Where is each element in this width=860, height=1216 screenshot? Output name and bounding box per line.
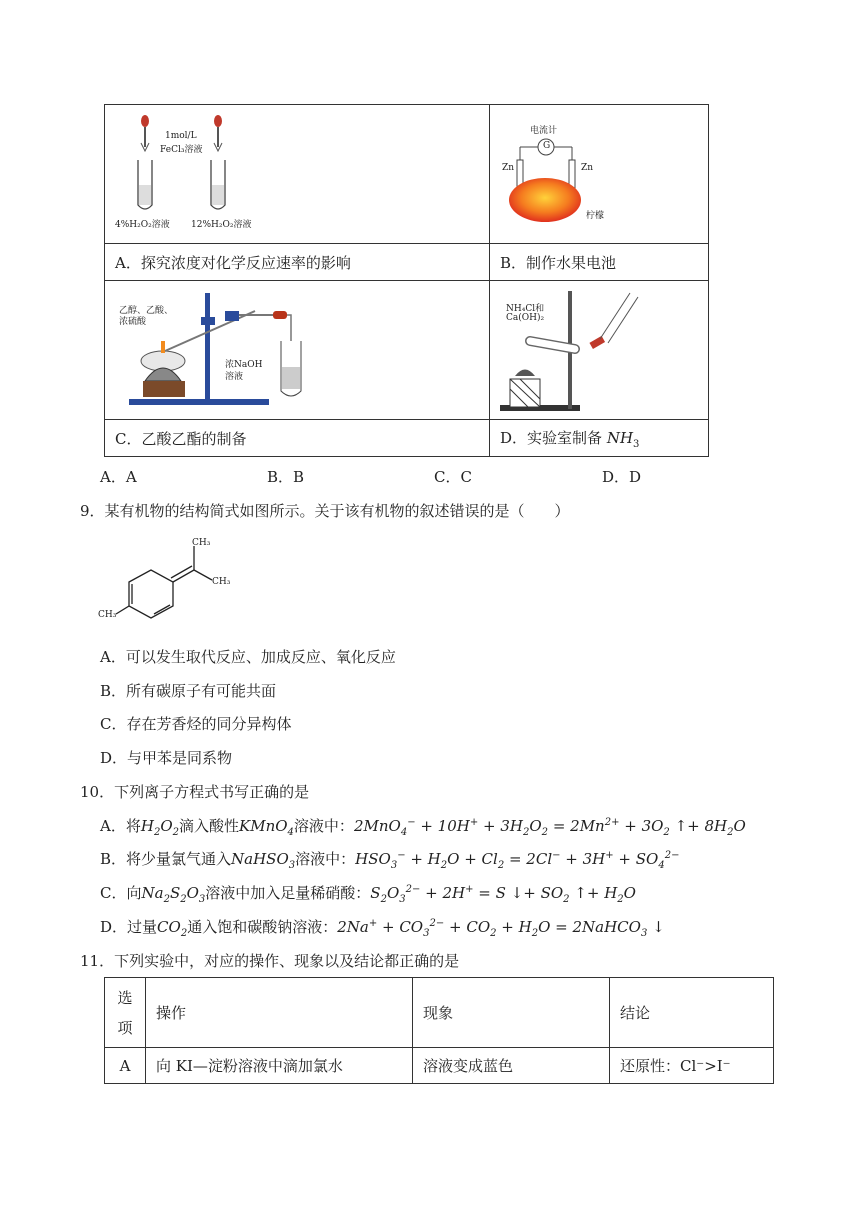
q8-option-c[interactable]: C．C (434, 468, 472, 486)
q9-stem: 9．某有机物的结构简式如图所示。关于该有机物的叙述错误的是（ ） (80, 502, 570, 520)
q11-header-phenomenon: 现象 (413, 978, 610, 1048)
q10-b-mid: 溶液中： (295, 850, 356, 868)
q8-option-d[interactable]: D．D (602, 468, 642, 486)
fig-b-meter-label: 电流计 (530, 126, 558, 136)
q11-row-a-operation: 向 KI—淀粉溶液中滴加氯水 (146, 1048, 413, 1084)
q9-ch3-top: CH₃ (192, 538, 211, 548)
fig-b-g-label: G (543, 141, 551, 151)
q8-option-b[interactable]: B．B (267, 468, 305, 486)
fig-c-reagents2: 浓硫酸 (119, 317, 147, 327)
fig-a-reagent2: FeCl₃溶液 (160, 145, 203, 155)
fig-a-cell (105, 105, 490, 244)
fig-c-cell (105, 281, 490, 420)
q10-c-mid: 溶液中加入足量稀硝酸： (205, 884, 371, 902)
q8-option-a[interactable]: A．A (100, 468, 137, 486)
caption-a: A．探究浓度对化学反应速率的影响 (105, 244, 490, 281)
q10-d-prefix: D．过量 (100, 918, 158, 936)
fig-b-zn-left: Zn (502, 163, 515, 173)
q11-header-option: 选 项 (105, 978, 146, 1048)
q11-row-a-phenomenon: 溶液变成蓝色 (413, 1048, 610, 1084)
fig-d-label2: Ca(OH)₂ (506, 313, 545, 323)
q8-experiment-table (104, 104, 709, 457)
q11-table (104, 977, 774, 1084)
fig-d-label1: NH₄Cl和 (506, 304, 545, 314)
fig-b-cell (490, 105, 709, 244)
fig-a-tube1-label: 4%H₂O₂溶液 (115, 220, 170, 230)
fig-b-lemon-label: 柠檬 (586, 211, 605, 221)
caption-d-sub: 3 (633, 438, 640, 450)
q9-ch3-left: CH₃ (98, 610, 117, 620)
q10-c-prefix: C．向 (100, 884, 142, 902)
q10-option-a[interactable]: A．将$H_2O_2$滴入酸性KMnO$_4$溶液中：$2MnO_4^- + 10H^+ + 3H_2O_2 = 2Mn^{2+} + 3O_2$ ↑+ $8H_2O$ (100, 817, 746, 838)
fig-c-ester-apparatus (105, 281, 489, 419)
q11-stem: 11．下列实验中，对应的操作、现象以及结论都正确的是 (80, 952, 460, 970)
q10-a-prefix: A．将 (100, 817, 141, 835)
q10-option-c[interactable]: C．向$Na_2S_2O_3$溶液中加入足量稀硝酸：$S_2O_3^{2-} + 2H^+ = S$ ↓+ $SO_2$ ↑+ $H_2O$ (100, 884, 636, 905)
fig-a-tube2-label: 12%H₂O₂溶液 (191, 220, 252, 230)
q11-row-a-option: A (105, 1048, 146, 1084)
fig-b-zn-right: Zn (581, 163, 594, 173)
q10-a-mid1: 滴入酸性 (179, 817, 240, 835)
q9-option-b[interactable]: B．所有碳原子有可能共面 (100, 682, 277, 700)
q9-ch3-right: CH₃ (212, 577, 231, 587)
caption-b: B．制作水果电池 (490, 244, 709, 281)
q10-d-mid: 通入饱和碳酸钠溶液： (187, 918, 338, 936)
caption-c: C．乙酸乙酯的制备 (105, 420, 490, 457)
fig-c-reagents1: 乙醇、乙酸、 (119, 306, 174, 316)
fig-b-fruit-battery (490, 105, 708, 243)
q10-a-mid2: 溶液中： (293, 817, 354, 835)
q9-option-a[interactable]: A．可以发生取代反应、加成反应、氧化反应 (100, 648, 396, 666)
fig-c-naoh1: 浓NaOH (225, 360, 263, 370)
q9-option-c[interactable]: C．存在芳香烃的同分异构体 (100, 715, 292, 733)
q10-stem: 10．下列离子方程式书写正确的是 (80, 783, 310, 801)
q11-row-a-conclusion: 还原性：Cl⁻>I⁻ (610, 1048, 774, 1084)
q10-b-prefix: B．将少量氯气通入 (100, 850, 232, 868)
q11-header-operation: 操作 (146, 978, 413, 1048)
q10-option-d[interactable]: D．过量$CO_2$通入饱和碳酸钠溶液：$2Na^+ + CO_3^{2-} + CO_2 + H_2O$ = 2NaHCO$_3$ ↓ (100, 918, 665, 939)
fig-c-naoh2: 溶液 (225, 372, 244, 382)
q10-option-b[interactable]: B．将少量氯气通入NaHSO$_3$溶液中：$HSO_3^- + H_2O + Cl_2 = 2Cl^- + 3H^+ + SO_4^{2-}$ (100, 850, 680, 871)
caption-d (490, 420, 709, 457)
q9-option-d[interactable]: D．与甲苯是同系物 (100, 749, 233, 767)
q11-header-conclusion: 结论 (610, 978, 774, 1048)
caption-d-formula: NH (606, 428, 634, 447)
fig-d-cell (490, 281, 709, 420)
caption-d-prefix: D．实验室制备 (500, 428, 603, 447)
fig-a-reagent1: 1mol/L (165, 131, 197, 141)
